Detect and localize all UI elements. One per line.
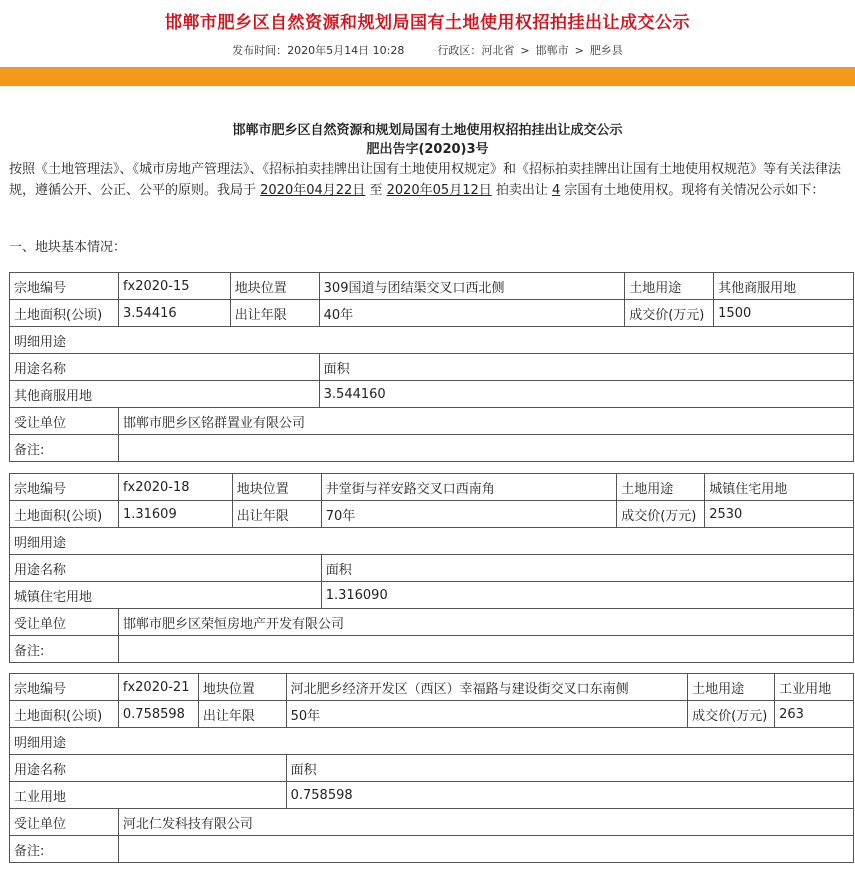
table-row	[10, 836, 854, 863]
publish-time: 2020年5月14日 10:28	[287, 44, 405, 57]
remark-label: 备注:	[10, 836, 119, 863]
detail-area-value: 3.544160	[319, 381, 853, 408]
parcel-count: 4	[552, 183, 561, 198]
area-label: 土地面积(公顷)	[10, 501, 119, 528]
area-label: 土地面积(公顷)	[10, 300, 119, 327]
area-value: 0.758598	[118, 701, 198, 728]
region-city-link[interactable]: 邯郸市	[535, 44, 569, 57]
table-row	[10, 474, 854, 501]
assignee-label: 受让单位	[10, 809, 119, 836]
detail-use-name: 工业用地	[10, 782, 287, 809]
table-row	[10, 674, 854, 701]
price-value: 1500	[714, 300, 854, 327]
breadcrumb-separator-icon: >	[520, 44, 530, 57]
document-title: 邯郸市肥乡区自然资源和规划局国有土地使用权招拍挂出让成交公示	[232, 123, 623, 138]
intro-paragraph: 按照《土地管理法》、《城市房地产管理法》、《招标拍卖挂牌出让国有土地使用权规定》和《招标拍卖挂牌出让国有土地使用权规范》等有关法律法规，遵循公开、公正、公平的原则。我局于 2020年04月22日 至 2020年05月12日 拍卖出让 4 宗国有土地使用权。现将有关情况公示如下：	[9, 162, 842, 198]
table-row	[10, 782, 854, 809]
land-use-value: 城镇住宅用地	[705, 474, 854, 501]
use-name-label: 用途名称	[10, 755, 287, 782]
table-row	[10, 273, 854, 300]
breadcrumb-separator-icon: >	[574, 44, 584, 57]
orange-divider-bar	[0, 67, 855, 86]
land-use-value: 工业用地	[775, 674, 854, 701]
area-value: 1.31609	[118, 501, 232, 528]
parcel-no-label: 宗地编号	[10, 674, 119, 701]
end-date: 2020年05月12日	[386, 183, 492, 198]
assignee-value: 河北仁发科技有限公司	[118, 809, 853, 836]
table-row	[10, 755, 854, 782]
remark-value	[118, 636, 853, 663]
use-name-label: 用途名称	[10, 555, 322, 582]
page-title: 邯郸市肥乡区自然资源和规划局国有土地使用权招拍挂出让成交公示	[165, 13, 690, 33]
detail-use-name: 其他商服用地	[10, 381, 320, 408]
table-row	[10, 354, 854, 381]
publish-meta	[0, 42, 855, 58]
table-row	[10, 555, 854, 582]
parcel-table	[9, 473, 854, 663]
price-label: 成交价(万元)	[617, 501, 705, 528]
region-label: 行政区：	[437, 44, 482, 57]
table-row	[10, 728, 854, 755]
table-row	[10, 327, 854, 354]
parcel-no-label: 宗地编号	[10, 474, 119, 501]
land-use-value: 其他商服用地	[714, 273, 854, 300]
term-value: 40年	[319, 300, 625, 327]
use-name-label: 用途名称	[10, 354, 320, 381]
parcel-no: fx2020-18	[118, 474, 232, 501]
detail-use-name: 城镇住宅用地	[10, 582, 322, 609]
table-row	[10, 582, 854, 609]
parcel-table	[9, 673, 854, 863]
price-value: 263	[775, 701, 854, 728]
table-row	[10, 809, 854, 836]
region-province-link[interactable]: 河北省	[481, 44, 515, 57]
location-value: 河北肥乡经济开发区（西区）幸福路与建设街交叉口东南侧	[286, 674, 688, 701]
table-row	[10, 609, 854, 636]
table-row	[10, 300, 854, 327]
land-use-label: 土地用途	[617, 474, 705, 501]
assignee-label: 受让单位	[10, 609, 119, 636]
table-row	[10, 381, 854, 408]
remark-value	[118, 836, 853, 863]
term-label: 出让年限	[198, 701, 286, 728]
assignee-value: 邯郸市肥乡区荣恒房地产开发有限公司	[118, 609, 853, 636]
detail-area-label: 面积	[321, 555, 853, 582]
land-use-label: 土地用途	[625, 273, 714, 300]
term-value: 50年	[286, 701, 688, 728]
table-row	[10, 701, 854, 728]
term-value: 70年	[321, 501, 617, 528]
assignee-value: 邯郸市肥乡区铭群置业有限公司	[118, 408, 853, 435]
location-label: 地块位置	[198, 674, 286, 701]
area-value: 3.54416	[118, 300, 230, 327]
detail-use-label: 明细用途	[10, 528, 854, 555]
region-county-link[interactable]: 肥乡县	[589, 44, 623, 57]
term-label: 出让年限	[232, 501, 321, 528]
document-number: 肥出告字(2020)3号	[366, 142, 489, 157]
start-date: 2020年04月22日	[260, 183, 366, 198]
location-label: 地块位置	[230, 273, 319, 300]
term-label: 出让年限	[230, 300, 319, 327]
location-label: 地块位置	[232, 474, 321, 501]
detail-area-label: 面积	[286, 755, 853, 782]
table-row	[10, 408, 854, 435]
section-heading: 一、地块基本情况：	[9, 240, 127, 255]
parcel-no-label: 宗地编号	[10, 273, 119, 300]
parcel-table	[9, 272, 854, 462]
location-value: 309国道与团结渠交叉口西北侧	[319, 273, 625, 300]
table-row	[10, 435, 854, 462]
price-value: 2530	[705, 501, 854, 528]
detail-area-value: 0.758598	[286, 782, 853, 809]
land-use-label: 土地用途	[688, 674, 775, 701]
table-row	[10, 528, 854, 555]
assignee-label: 受让单位	[10, 408, 119, 435]
parcel-no: fx2020-21	[118, 674, 198, 701]
price-label: 成交价(万元)	[625, 300, 714, 327]
table-row	[10, 636, 854, 663]
parcel-no: fx2020-15	[118, 273, 230, 300]
area-label: 土地面积(公顷)	[10, 701, 119, 728]
remark-value	[118, 435, 853, 462]
detail-use-label: 明细用途	[10, 327, 854, 354]
remark-label: 备注:	[10, 636, 119, 663]
detail-area-label: 面积	[319, 354, 853, 381]
table-row	[10, 501, 854, 528]
detail-use-label: 明细用途	[10, 728, 854, 755]
remark-label: 备注:	[10, 435, 119, 462]
price-label: 成交价(万元)	[688, 701, 775, 728]
location-value: 井堂街与祥安路交叉口西南角	[321, 474, 617, 501]
publish-label: 发布时间：	[232, 44, 288, 57]
detail-area-value: 1.316090	[321, 582, 853, 609]
